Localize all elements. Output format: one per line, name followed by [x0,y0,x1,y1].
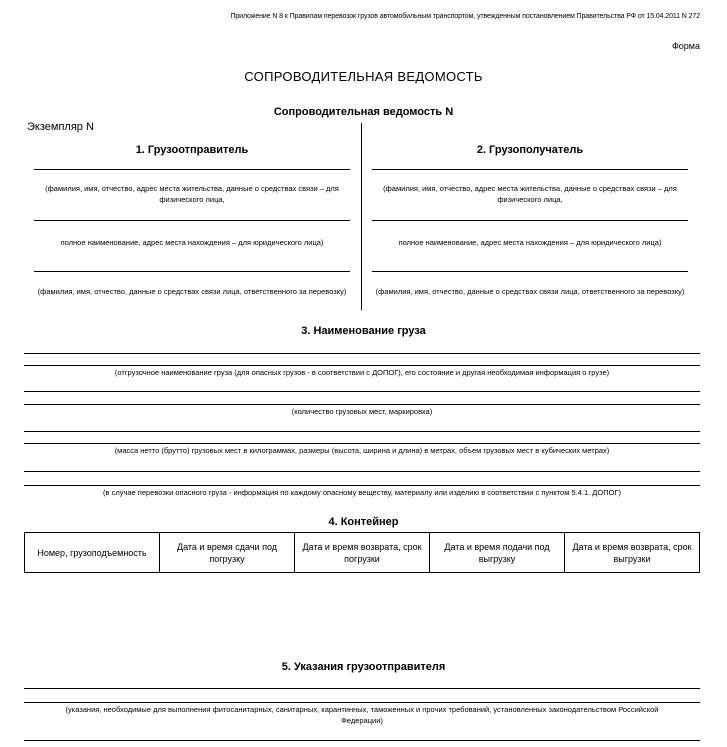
cargo-line-2[interactable] [24,391,700,392]
consignee-line-3[interactable] [372,271,688,272]
cargo-line-3b [24,443,700,444]
form-label: Форма [671,41,700,51]
container-col-return-loading: Дата и время возврата, срок погрузки [295,533,430,573]
container-col-return-unloading: Дата и время возврата, срок выгрузки [565,533,700,573]
copy-label: Экземпляр N [27,121,94,133]
cargo-line-4[interactable] [24,471,700,472]
column-divider [361,123,362,310]
shipper-note-legal: полное наименование, адрес места нахождения – для юридического лица) [60,238,324,247]
shipper-line-2[interactable] [34,220,350,221]
shipper-line-1[interactable] [34,169,350,170]
consignee-line-2[interactable] [372,220,688,221]
cargo-line-1[interactable] [24,353,700,354]
consignee-heading: 2. Грузополучатель [476,144,584,156]
cargo-heading: 3. Наименование груза [301,325,426,337]
container-heading: 4. Контейнер [328,516,399,528]
container-col-delivery-unloading: Дата и время подачи под выгрузку [430,533,565,573]
cargo-line-4b [24,485,700,486]
container-col-handover-loading: Дата и время сдачи под погрузку [160,533,295,573]
cargo-note-quantity: (количество грузовых мест, маркировка) [291,407,433,416]
shipper-note-individual: (фамилия, имя, отчество, адрес места жительства, данные о средствах связи – для физического лица, [45,184,339,204]
shipper-heading: 1. Грузоотправитель [135,144,249,156]
cargo-line-2b [24,404,700,405]
instructions-line-1b [24,702,700,703]
container-col-number: Номер, грузоподъемность [25,533,160,573]
container-table [24,532,700,573]
consignee-note-individual: (фамилия, имя, отчество, адрес места жительства, данные о средствах связи – для физического лица, [383,184,677,204]
instructions-note: (указания, необходимые для выполнения фитосанитарных, санитарных, карантинных, таможенных и прочих требований, установленных законодательством Российской Федерации) [65,705,659,725]
cargo-line-1b [24,365,700,366]
cargo-line-3[interactable] [24,431,700,432]
appendix-note: Приложение N 8 к Правилам перевозок грузов автомобильным транспортом, утвежденным постановлением Правительства РФ от 15.04.2011 N 272 [230,13,700,20]
consignee-note-legal: полное наименование, адрес места нахождения – для юридического лица) [398,238,662,247]
instructions-heading: 5. Указания грузоотправителя [281,661,446,673]
instructions-line-2[interactable] [24,740,700,741]
container-header-row [25,533,700,573]
consignee-note-responsible: (фамилия, имя, отчество, данные о средствах связи лица, ответственного за перевозку) [375,287,685,296]
cargo-note-weight: (масса нетто (брутто) грузовых мест в килограммах, размеры (высота, ширина и длина) в метрах, объем грузовых мест в кубических метрах) [114,446,610,455]
cargo-note-name: (отгрузочное наименование груза (для опасных грузов - в соответствии с ДОПОГ), его состояние и другая необходимая информация о грузе) [114,368,610,377]
shipper-line-3[interactable] [34,271,350,272]
consignee-line-1[interactable] [372,169,688,170]
cargo-note-dangerous: (в случае перевозки опасного груза - информация по каждому опасному веществу, материалу или изделию в соответствии с пунктом 5.4.1. ДОПОГ) [103,488,621,497]
instructions-line-1[interactable] [24,688,700,689]
shipper-note-responsible: (фамилия, имя, отчество, данные о средствах связи лица, ответственного за перевозку) [37,287,347,296]
document-subtitle: Сопроводительная ведомость N [273,106,454,118]
document-title: СОПРОВОДИТЕЛЬНАЯ ВЕДОМОСТЬ [244,69,483,84]
